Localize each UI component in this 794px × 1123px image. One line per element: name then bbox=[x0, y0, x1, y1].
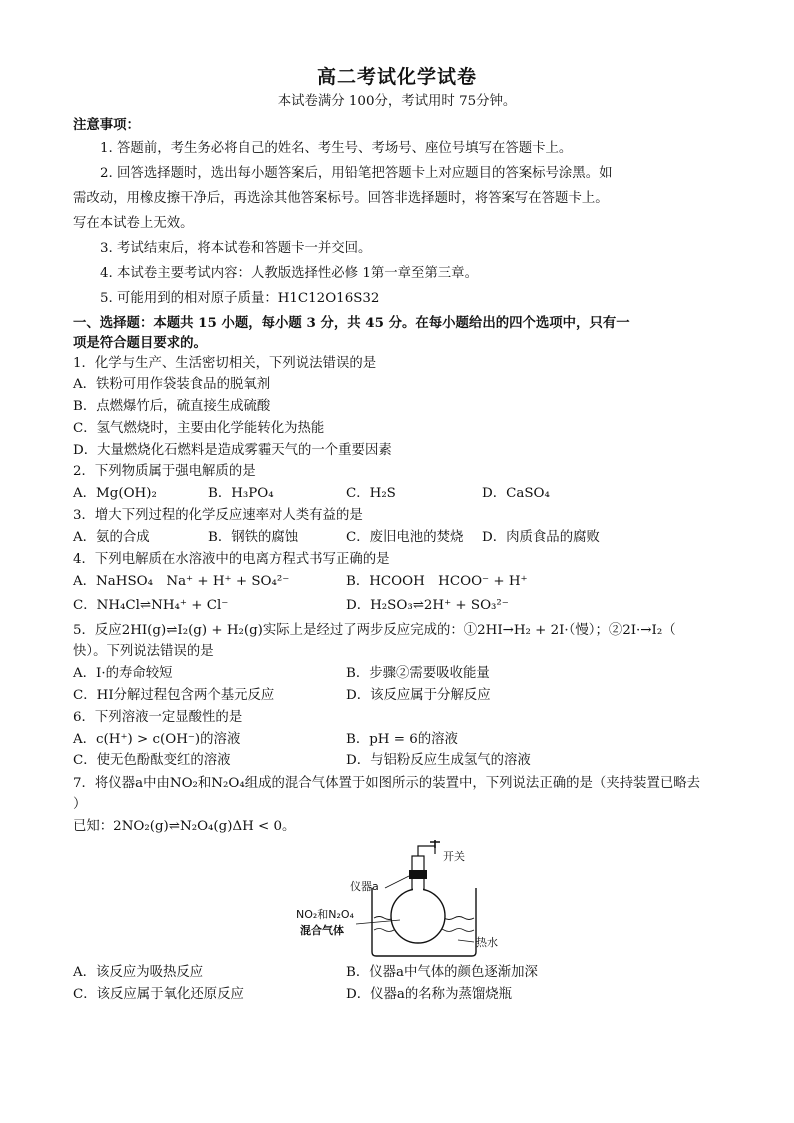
notice-item: 4. 本试卷主要考试内容：人教版选择性必修 1第一章至第三章。 bbox=[100, 266, 478, 281]
notice-item: 5. 可能用到的相对原子质量：H1C12O16S32 bbox=[100, 291, 380, 306]
option-b: B．仪器a中气体的颜色逐渐加深 bbox=[346, 965, 538, 980]
option-c: C．氢气燃烧时，主要由化学能转化为热能 bbox=[73, 421, 325, 436]
question-stem: 1．化学与生产、生活密切相关，下列说法错误的是 bbox=[73, 356, 377, 371]
stopper-icon bbox=[409, 870, 427, 879]
option-b: B．点燃爆竹后，硫直接生成硫酸 bbox=[73, 399, 271, 414]
option-c: C．NH₄Cl⇌NH₄⁺ + Cl⁻ bbox=[73, 598, 229, 613]
tube bbox=[418, 846, 435, 856]
notice-item: 1. 答题前，考生务必将自己的姓名、考生号、考场号、座位号填写在答题卡上。 bbox=[100, 141, 573, 156]
notice-item: 3. 考试结束后，将本试卷和答题卡一并交回。 bbox=[100, 241, 372, 256]
instrument-label: 仪器a bbox=[350, 880, 379, 893]
flask-join bbox=[413, 886, 423, 894]
option-d: D．仪器a的名称为蒸馏烧瓶 bbox=[346, 987, 513, 1002]
leader-line bbox=[385, 876, 409, 888]
question-stem: 7．将仪器a中由NO₂和N₂O₄组成的混合气体置于如图所示的装置中，下列说法正确的是（夹持装置已略去 bbox=[73, 776, 701, 791]
exam-info: 本试卷满分 100分，考试用时 75分钟。 bbox=[277, 94, 517, 109]
option-a: A．I·的寿命较短 bbox=[73, 666, 173, 681]
option-a: A．Mg(OH)₂ bbox=[73, 486, 157, 501]
question-stem: ） bbox=[73, 797, 87, 812]
gas-label: 混合气体 bbox=[300, 924, 344, 937]
question-stem: 3．增大下列过程的化学反应速率对人类有益的是 bbox=[73, 508, 363, 523]
option-b: B．HCOOH HCOO⁻ + H⁺ bbox=[346, 574, 528, 589]
switch-label: 开关 bbox=[443, 850, 465, 863]
option-b: B．pH = 6的溶液 bbox=[346, 732, 458, 747]
option-a: A．该反应为吸热反应 bbox=[73, 965, 204, 980]
notice-item: 需改动，用橡皮擦干净后，再选涂其他答案标号。回答非选择题时，将答案写在答题卡上。 bbox=[73, 191, 609, 206]
option-a: A．NaHSO₄ Na⁺ + H⁺ + SO₄²⁻ bbox=[73, 574, 290, 589]
option-c: C．该反应属于氧化还原反应 bbox=[73, 987, 244, 1002]
switch-icon bbox=[430, 840, 440, 848]
option-a: A．氨的合成 bbox=[73, 530, 150, 545]
notice-heading: 注意事项： bbox=[73, 117, 140, 133]
notice-item: 2. 回答选择题时，选出每小题答案后，用铅笔把答题卡上对应题目的答案标号涂黑。如 bbox=[100, 166, 613, 181]
option-d: D．该反应属于分解反应 bbox=[346, 688, 491, 703]
option-d: D．与铝粉反应生成氢气的溶液 bbox=[346, 753, 531, 768]
option-d: D．大量燃烧化石燃料是造成雾霾天气的一个重要因素 bbox=[73, 443, 392, 458]
leader-line bbox=[458, 940, 474, 942]
question-stem: 2．下列物质属于强电解质的是 bbox=[73, 464, 256, 479]
option-a: A．c(H⁺) > c(OH⁻)的溶液 bbox=[73, 732, 241, 747]
option-d: D．肉质食品的腐败 bbox=[482, 530, 600, 545]
option-d: D．H₂SO₃⇌2H⁺ + SO₃²⁻ bbox=[346, 598, 509, 613]
question-stem: 快）。下列说法错误的是 bbox=[73, 644, 214, 659]
gas-label: NO₂和N₂O₄ bbox=[296, 908, 355, 921]
apparatus-figure bbox=[290, 838, 505, 960]
option-b: B．步骤②需要吸收能量 bbox=[346, 666, 490, 681]
known-condition: 已知：2NO₂(g)⇌N₂O₄(g)ΔH < 0。 bbox=[73, 819, 296, 834]
question-stem: 6．下列溶液一定显酸性的是 bbox=[73, 710, 243, 725]
page-title: 高二考试化学试卷 bbox=[316, 66, 477, 88]
option-c: C．HI分解过程包含两个基元反应 bbox=[73, 688, 275, 703]
option-c: C．使无色酚酞变红的溶液 bbox=[73, 753, 231, 768]
option-b: B．钢铁的腐蚀 bbox=[208, 530, 299, 545]
notice-item: 写在本试卷上无效。 bbox=[73, 216, 194, 231]
water-label: 热水 bbox=[476, 936, 498, 949]
flask-bulb bbox=[391, 889, 445, 943]
option-c: C．H₂S bbox=[346, 486, 396, 501]
question-stem: 4．下列电解质在水溶液中的电离方程式书写正确的是 bbox=[73, 552, 390, 567]
option-d: D．CaSO₄ bbox=[482, 486, 550, 501]
option-c: C．废旧电池的焚烧 bbox=[346, 530, 464, 545]
question-stem: 5．反应2HI(g)⇌I₂(g) + H₂(g)实际上是经过了两步反应完成的：①2HI→H₂ + 2I·（慢）；②2I·→I₂（ bbox=[73, 623, 676, 638]
option-b: B．H₃PO₄ bbox=[208, 486, 274, 501]
section-heading: 一、选择题：本题共 15 小题，每小题 3 分，共 45 分。在每小题给出的四个选项中，只有一 bbox=[73, 315, 630, 331]
section-heading: 项是符合题目要求的。 bbox=[73, 335, 207, 351]
option-a: A．铁粉可用作袋装食品的脱氧剂 bbox=[73, 377, 271, 392]
